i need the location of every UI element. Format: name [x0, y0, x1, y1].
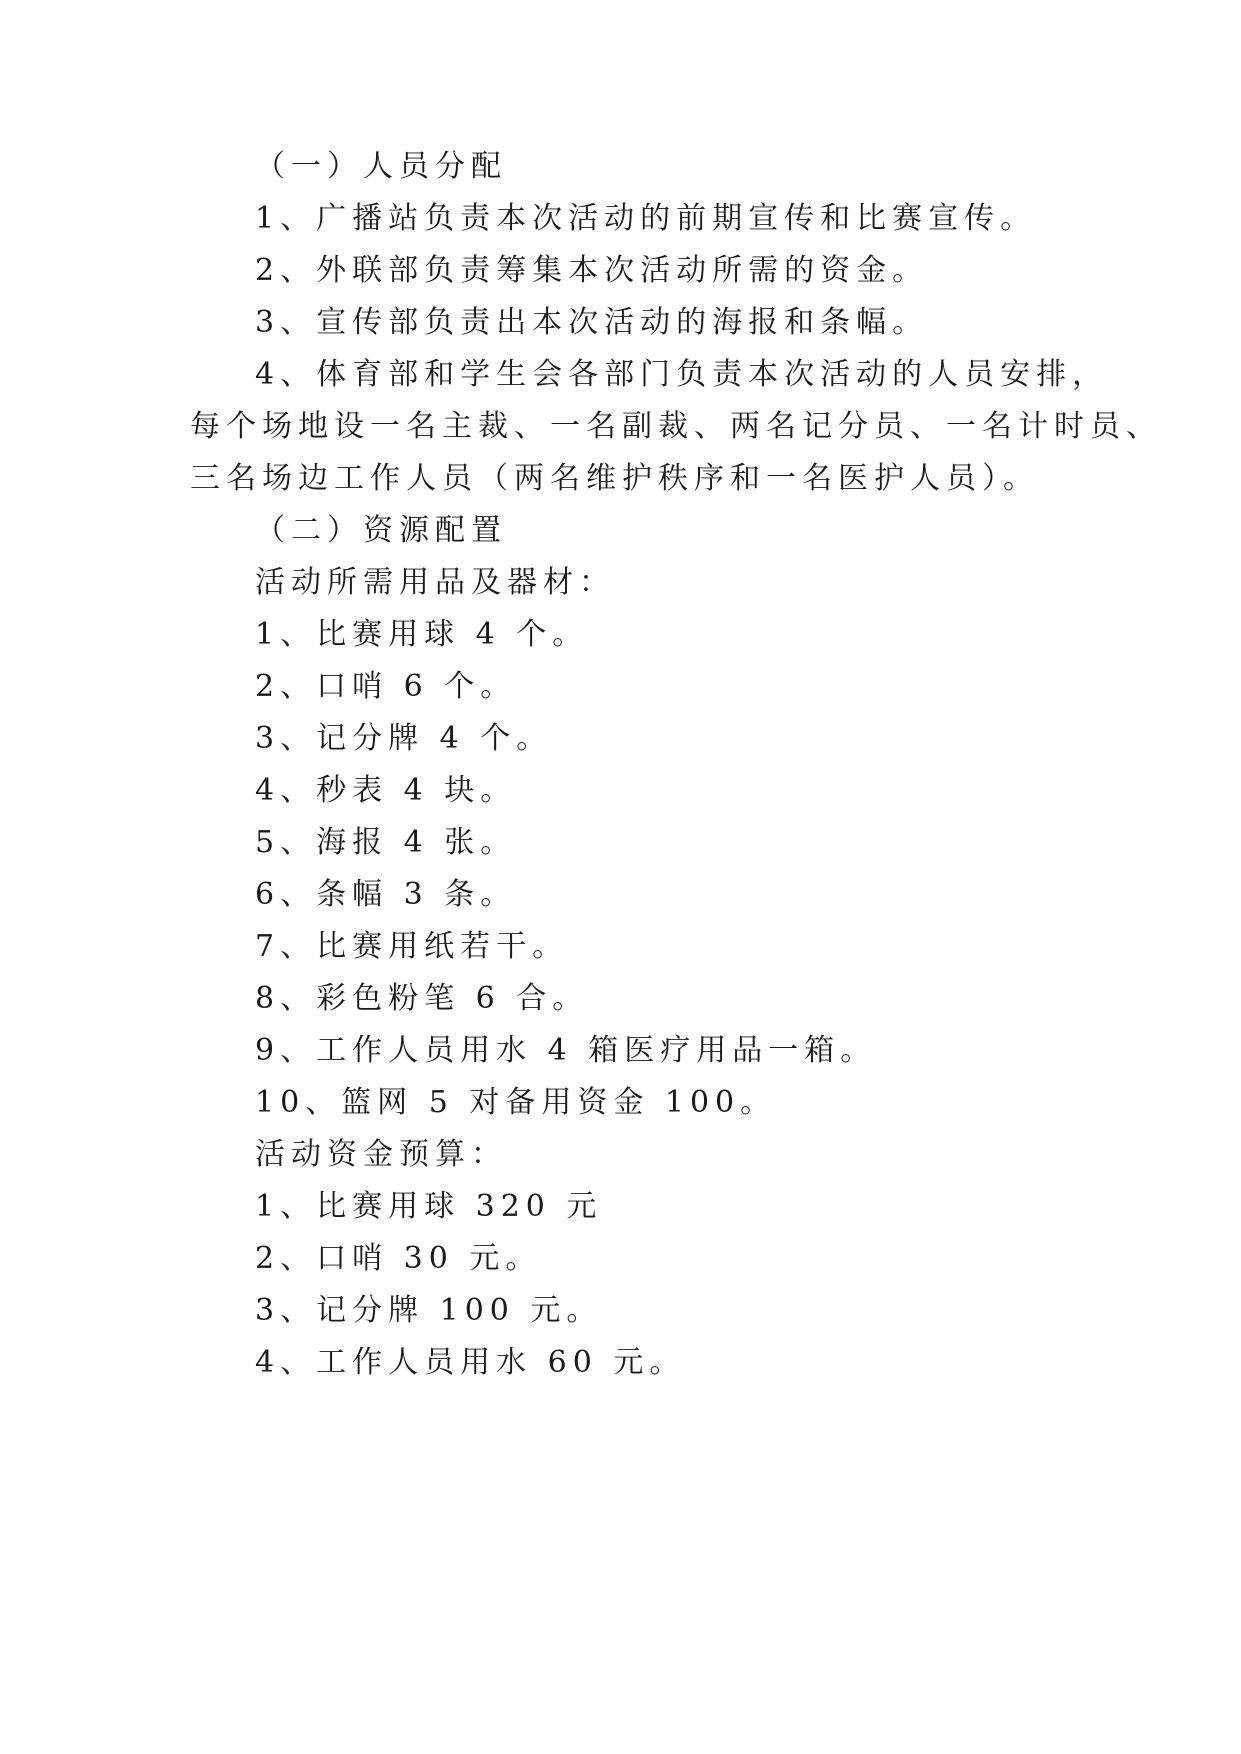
equipment-item: 6、条幅 3 条。: [255, 877, 517, 912]
equipment-item: 9、工作人员用水 4 箱医疗用品一箱。: [255, 1033, 877, 1068]
staffing-item: 3、宣传部负责出本次活动的海报和条幅。: [255, 305, 929, 340]
equipment-item: 5、海报 4 张。: [255, 825, 517, 860]
budget-item: 2、口哨 30 元。: [255, 1241, 542, 1276]
budget-item: 3、记分牌 100 元。: [255, 1293, 603, 1328]
section-heading-staffing: （一）人员分配: [255, 149, 507, 184]
staffing-item: 2、外联部负责筹集本次活动所需的资金。: [255, 253, 929, 288]
equipment-item: 2、口哨 6 个。: [255, 669, 517, 704]
equipment-item: 10、篮网 5 对备用资金 100。: [255, 1085, 777, 1120]
budget-item: 4、工作人员用水 60 元。: [255, 1345, 686, 1380]
equipment-title: 活动所需用品及器材：: [255, 565, 615, 600]
equipment-item: 3、记分牌 4 个。: [255, 721, 553, 756]
equipment-item: 8、彩色粉笔 6 合。: [255, 981, 589, 1016]
staffing-item-continuation: 每个场地设一名主裁、一名副裁、两名记分员、一名计时员、: [190, 409, 1162, 444]
staffing-item-continuation: 三名场边工作人员（两名维护秩序和一名医护人员）。: [190, 461, 1039, 496]
staffing-item: 1、广播站负责本次活动的前期宣传和比赛宣传。: [255, 201, 1037, 236]
budget-item: 1、比赛用球 320 元: [255, 1189, 603, 1224]
section-heading-resources: （二）资源配置: [255, 513, 507, 548]
equipment-item: 7、比赛用纸若干。: [255, 929, 569, 964]
equipment-item: 1、比赛用球 4 个。: [255, 617, 589, 652]
budget-title: 活动资金预算：: [255, 1137, 507, 1172]
staffing-item: 4、体育部和学生会各部门负责本次活动的人员安排，: [255, 357, 1109, 392]
equipment-item: 4、秒表 4 块。: [255, 773, 517, 808]
